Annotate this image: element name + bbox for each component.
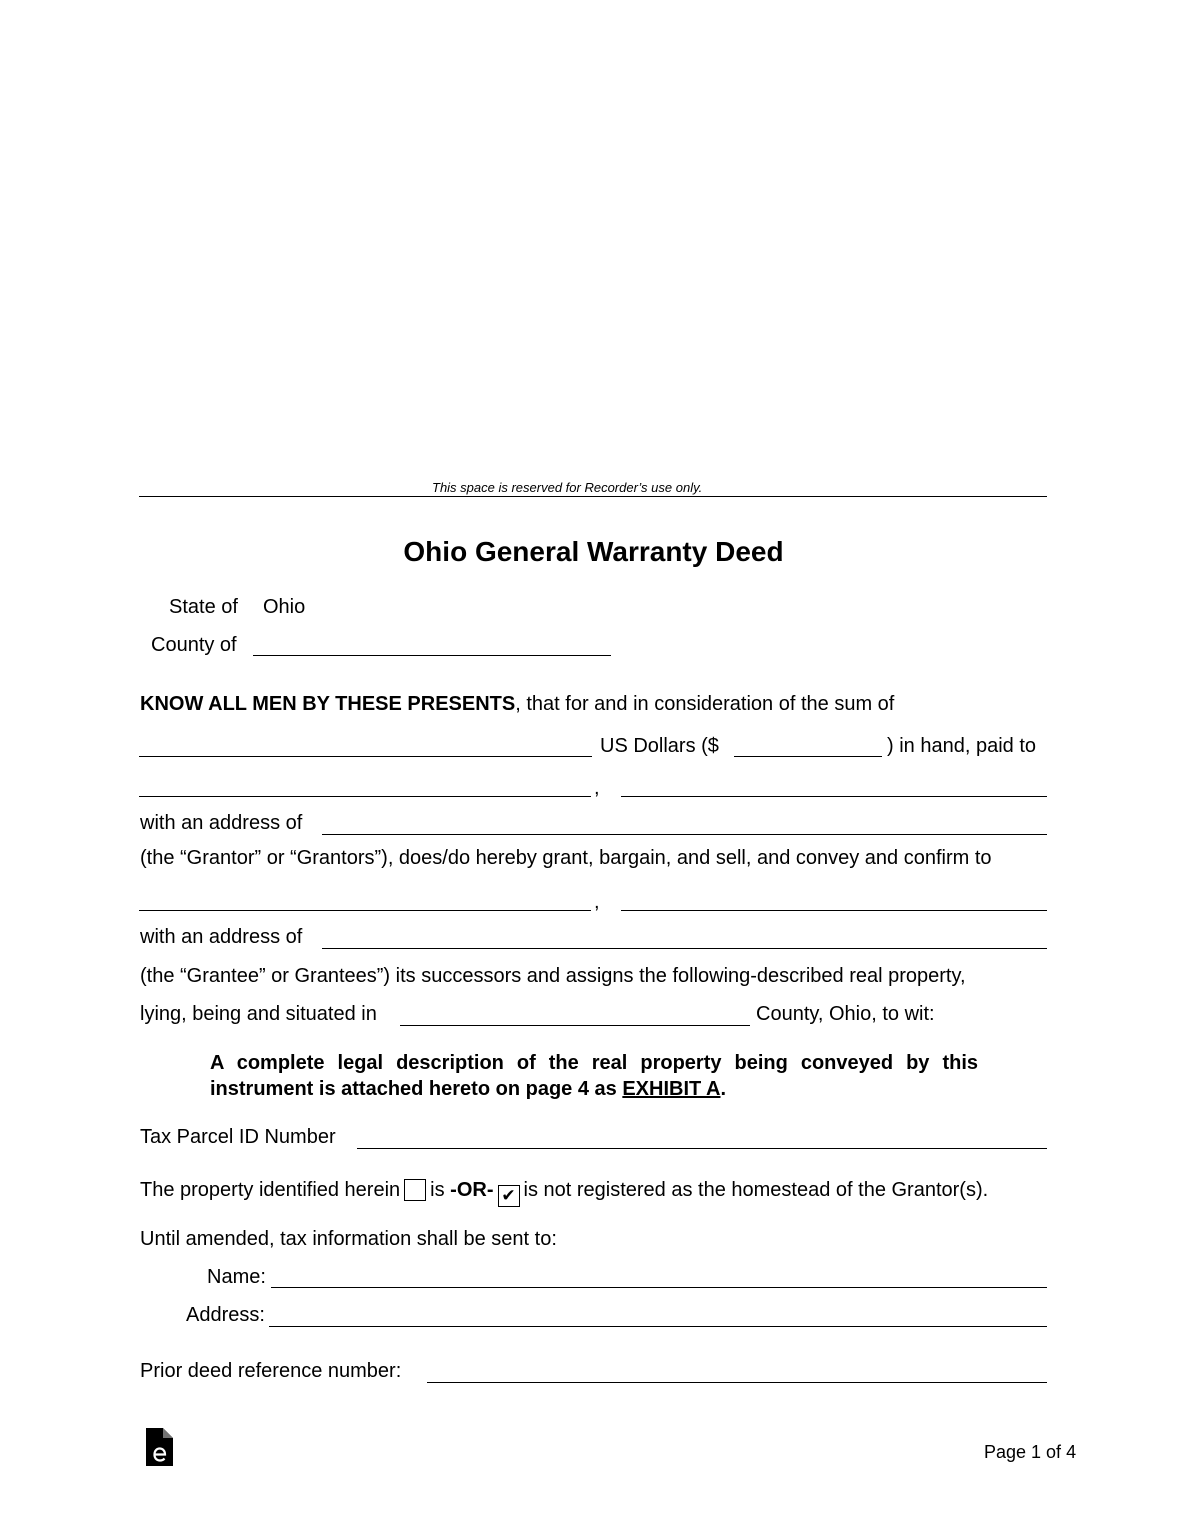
state-label: State of (169, 596, 238, 618)
legal-description-period: . (720, 1078, 727, 1100)
consideration-words-blank[interactable] (139, 756, 592, 757)
county-blank[interactable] (253, 655, 611, 656)
homestead-suffix: is not registered as the homestead of the Grantor(s). (523, 1179, 989, 1201)
exhibit-a-reference: EXHIBIT A (622, 1078, 721, 1100)
grantee-address-blank[interactable] (322, 948, 1047, 949)
legal-description (210, 1050, 978, 1102)
prior-deed-blank[interactable] (427, 1382, 1047, 1383)
grantor-clause: (the “Grantor” or “Grantors”), does/do hereby grant, bargain, and sell, and convey and confirm to (140, 847, 992, 869)
prior-deed-label: Prior deed reference number: (140, 1360, 402, 1382)
lying-label: lying, being and situated in (140, 1003, 377, 1025)
us-dollars-label: US Dollars ($ (600, 735, 719, 757)
grantor-address-blank[interactable] (322, 834, 1047, 835)
grantor-comma: , (594, 777, 600, 799)
homestead-line (140, 1178, 988, 1207)
county-ohio-label: County, Ohio, to wit: (756, 1003, 935, 1025)
know-all-paragraph (140, 692, 894, 716)
tax-parcel-label: Tax Parcel ID Number (140, 1126, 336, 1148)
county-label: County of (151, 634, 237, 656)
homestead-or-label: -OR- (450, 1179, 494, 1201)
legal-description-text: A complete legal description of the real property being conveyed by this instrument is attached hereto on page 4 as (210, 1052, 978, 1100)
in-hand-label: ) in hand, paid to (887, 735, 1036, 757)
tax-parcel-blank[interactable] (357, 1148, 1047, 1149)
tax-address-label: Address: (186, 1304, 265, 1326)
recorder-reserved-note: This space is reserved for Recorder’s use only. (432, 480, 703, 495)
grantee-name-blank-1[interactable] (139, 910, 591, 911)
grantee-address-label: with an address of (140, 926, 303, 948)
grantor-name-blank-2[interactable] (621, 796, 1047, 797)
state-value: Ohio (263, 596, 306, 618)
grantee-clause: (the “Grantee” or Grantees”) its successors and assigns the following-described real property, (140, 965, 966, 987)
tax-info-label: Until amended, tax information shall be sent to: (140, 1228, 557, 1250)
checkmark-icon: ✔ (501, 1186, 516, 1205)
tax-name-blank[interactable] (271, 1287, 1047, 1288)
document-title: Ohio General Warranty Deed (403, 536, 784, 567)
recorder-divider (139, 496, 1047, 497)
grantee-comma: , (594, 891, 600, 913)
homestead-is-not-checkbox[interactable] (498, 1185, 520, 1207)
homestead-prefix: The property identified herein (140, 1179, 401, 1201)
know-all-bold: KNOW ALL MEN BY THESE PRESENTS (140, 693, 516, 715)
know-all-rest: , that for and in consideration of the sum of (515, 693, 895, 715)
grantor-address-label: with an address of (140, 812, 303, 834)
homestead-is-label: is (430, 1179, 445, 1201)
consideration-amount-blank[interactable] (734, 756, 882, 757)
document-logo-icon (146, 1428, 173, 1466)
page-indicator: Page 1 of 4 (984, 1442, 1077, 1462)
grantor-name-blank-1[interactable] (139, 796, 591, 797)
grantee-name-blank-2[interactable] (621, 910, 1047, 911)
tax-address-blank[interactable] (269, 1326, 1047, 1327)
tax-name-label: Name: (207, 1266, 266, 1288)
homestead-is-checkbox[interactable] (404, 1179, 426, 1201)
property-county-blank[interactable] (400, 1025, 750, 1026)
